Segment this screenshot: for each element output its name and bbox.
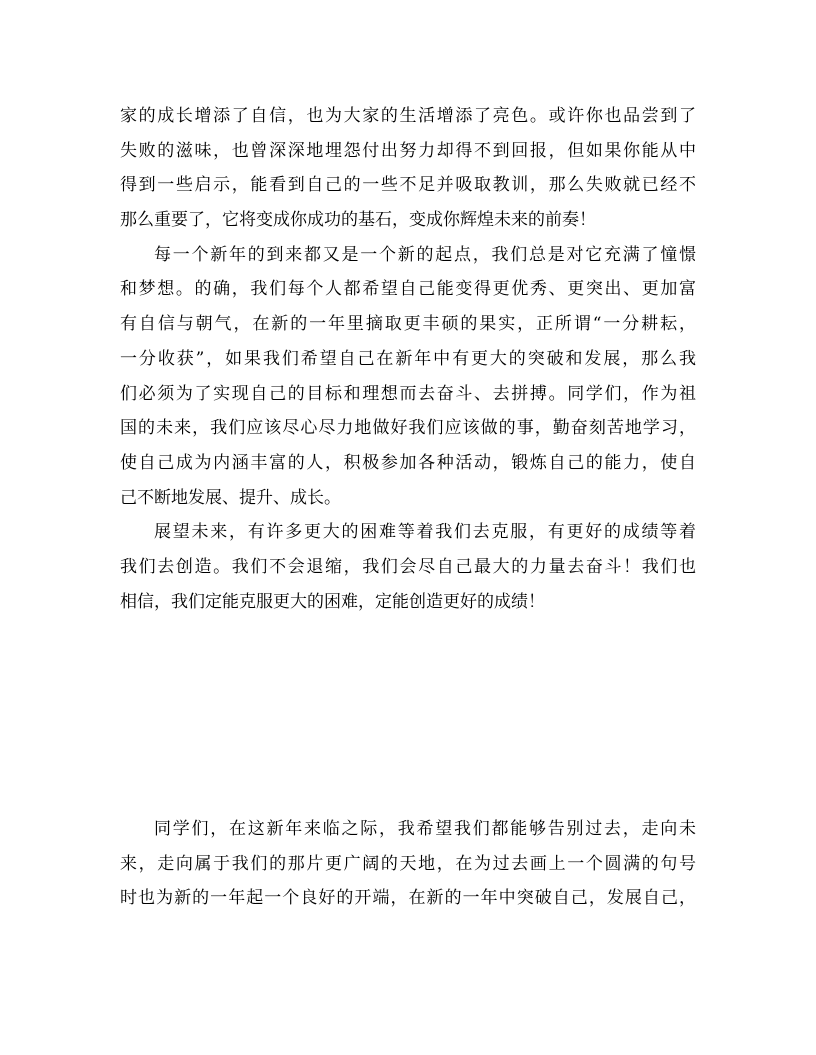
text-line: 己不断地发展、提升、成长。 bbox=[120, 487, 341, 508]
text-line: 我们去创造。我们不会退缩，我们会尽自己最大的力量去奋斗！我们也 bbox=[120, 556, 696, 577]
text-line: 国的未来，我们应该尽心尽力地做好我们应该做的事，勤奋刻苦地学习， bbox=[120, 418, 696, 439]
text-line: 来，走向属于我们的那片更广阔的天地，在为过去画上一个圆满的句号 bbox=[120, 853, 696, 874]
text-line: 们必须为了实现自己的目标和理想而去奋斗、去拼搏。同学们，作为祖 bbox=[120, 383, 696, 404]
paragraph-first-line: 每一个新年的到来都又是一个新的起点，我们总是对它充满了憧憬 bbox=[154, 244, 696, 265]
text-block-one bbox=[120, 99, 696, 619]
text-line: 家的成长增添了自信，也为大家的生活增添了亮色。或许你也品尝到了 bbox=[120, 106, 696, 126]
paragraph-first-line: 同学们，在这新年来临之际，我希望我们都能够告别过去，走向未 bbox=[154, 819, 696, 839]
text-line: 和梦想。的确，我们每个人都希望自己能变得更优秀、更突出、更加富 bbox=[120, 279, 696, 300]
text-line: 相信，我们定能克服更大的困难，定能创造更好的成绩！ bbox=[120, 591, 545, 612]
paragraph-first-line: 展望未来，有许多更大的困难等着我们去克服，有更好的成绩等着 bbox=[154, 522, 696, 543]
text-line: 使自己成为内涵丰富的人，积极参加各种活动，锻炼自己的能力，使自 bbox=[120, 452, 696, 473]
text-line: 失败的滋味，也曾深深地埋怨付出努力却得不到回报，但如果你能从中 bbox=[120, 140, 696, 161]
text-line: 一分收获”，如果我们希望自己在新年中有更大的突破和发展，那么我 bbox=[120, 348, 696, 369]
text-block-two bbox=[120, 812, 696, 916]
text-line: 时也为新的一年起一个良好的开端，在新的一年中突破自己，发展自己， bbox=[120, 888, 696, 909]
text-line: 有自信与朝气，在新的一年里摘取更丰硕的果实，正所谓“一分耕耘， bbox=[120, 314, 696, 335]
text-line: 得到一些启示，能看到自己的一些不足并吸取教训，那么失败就已经不 bbox=[120, 175, 696, 196]
text-line: 那么重要了，它将变成你成功的基石，变成你辉煌未来的前奏！ bbox=[120, 210, 596, 231]
